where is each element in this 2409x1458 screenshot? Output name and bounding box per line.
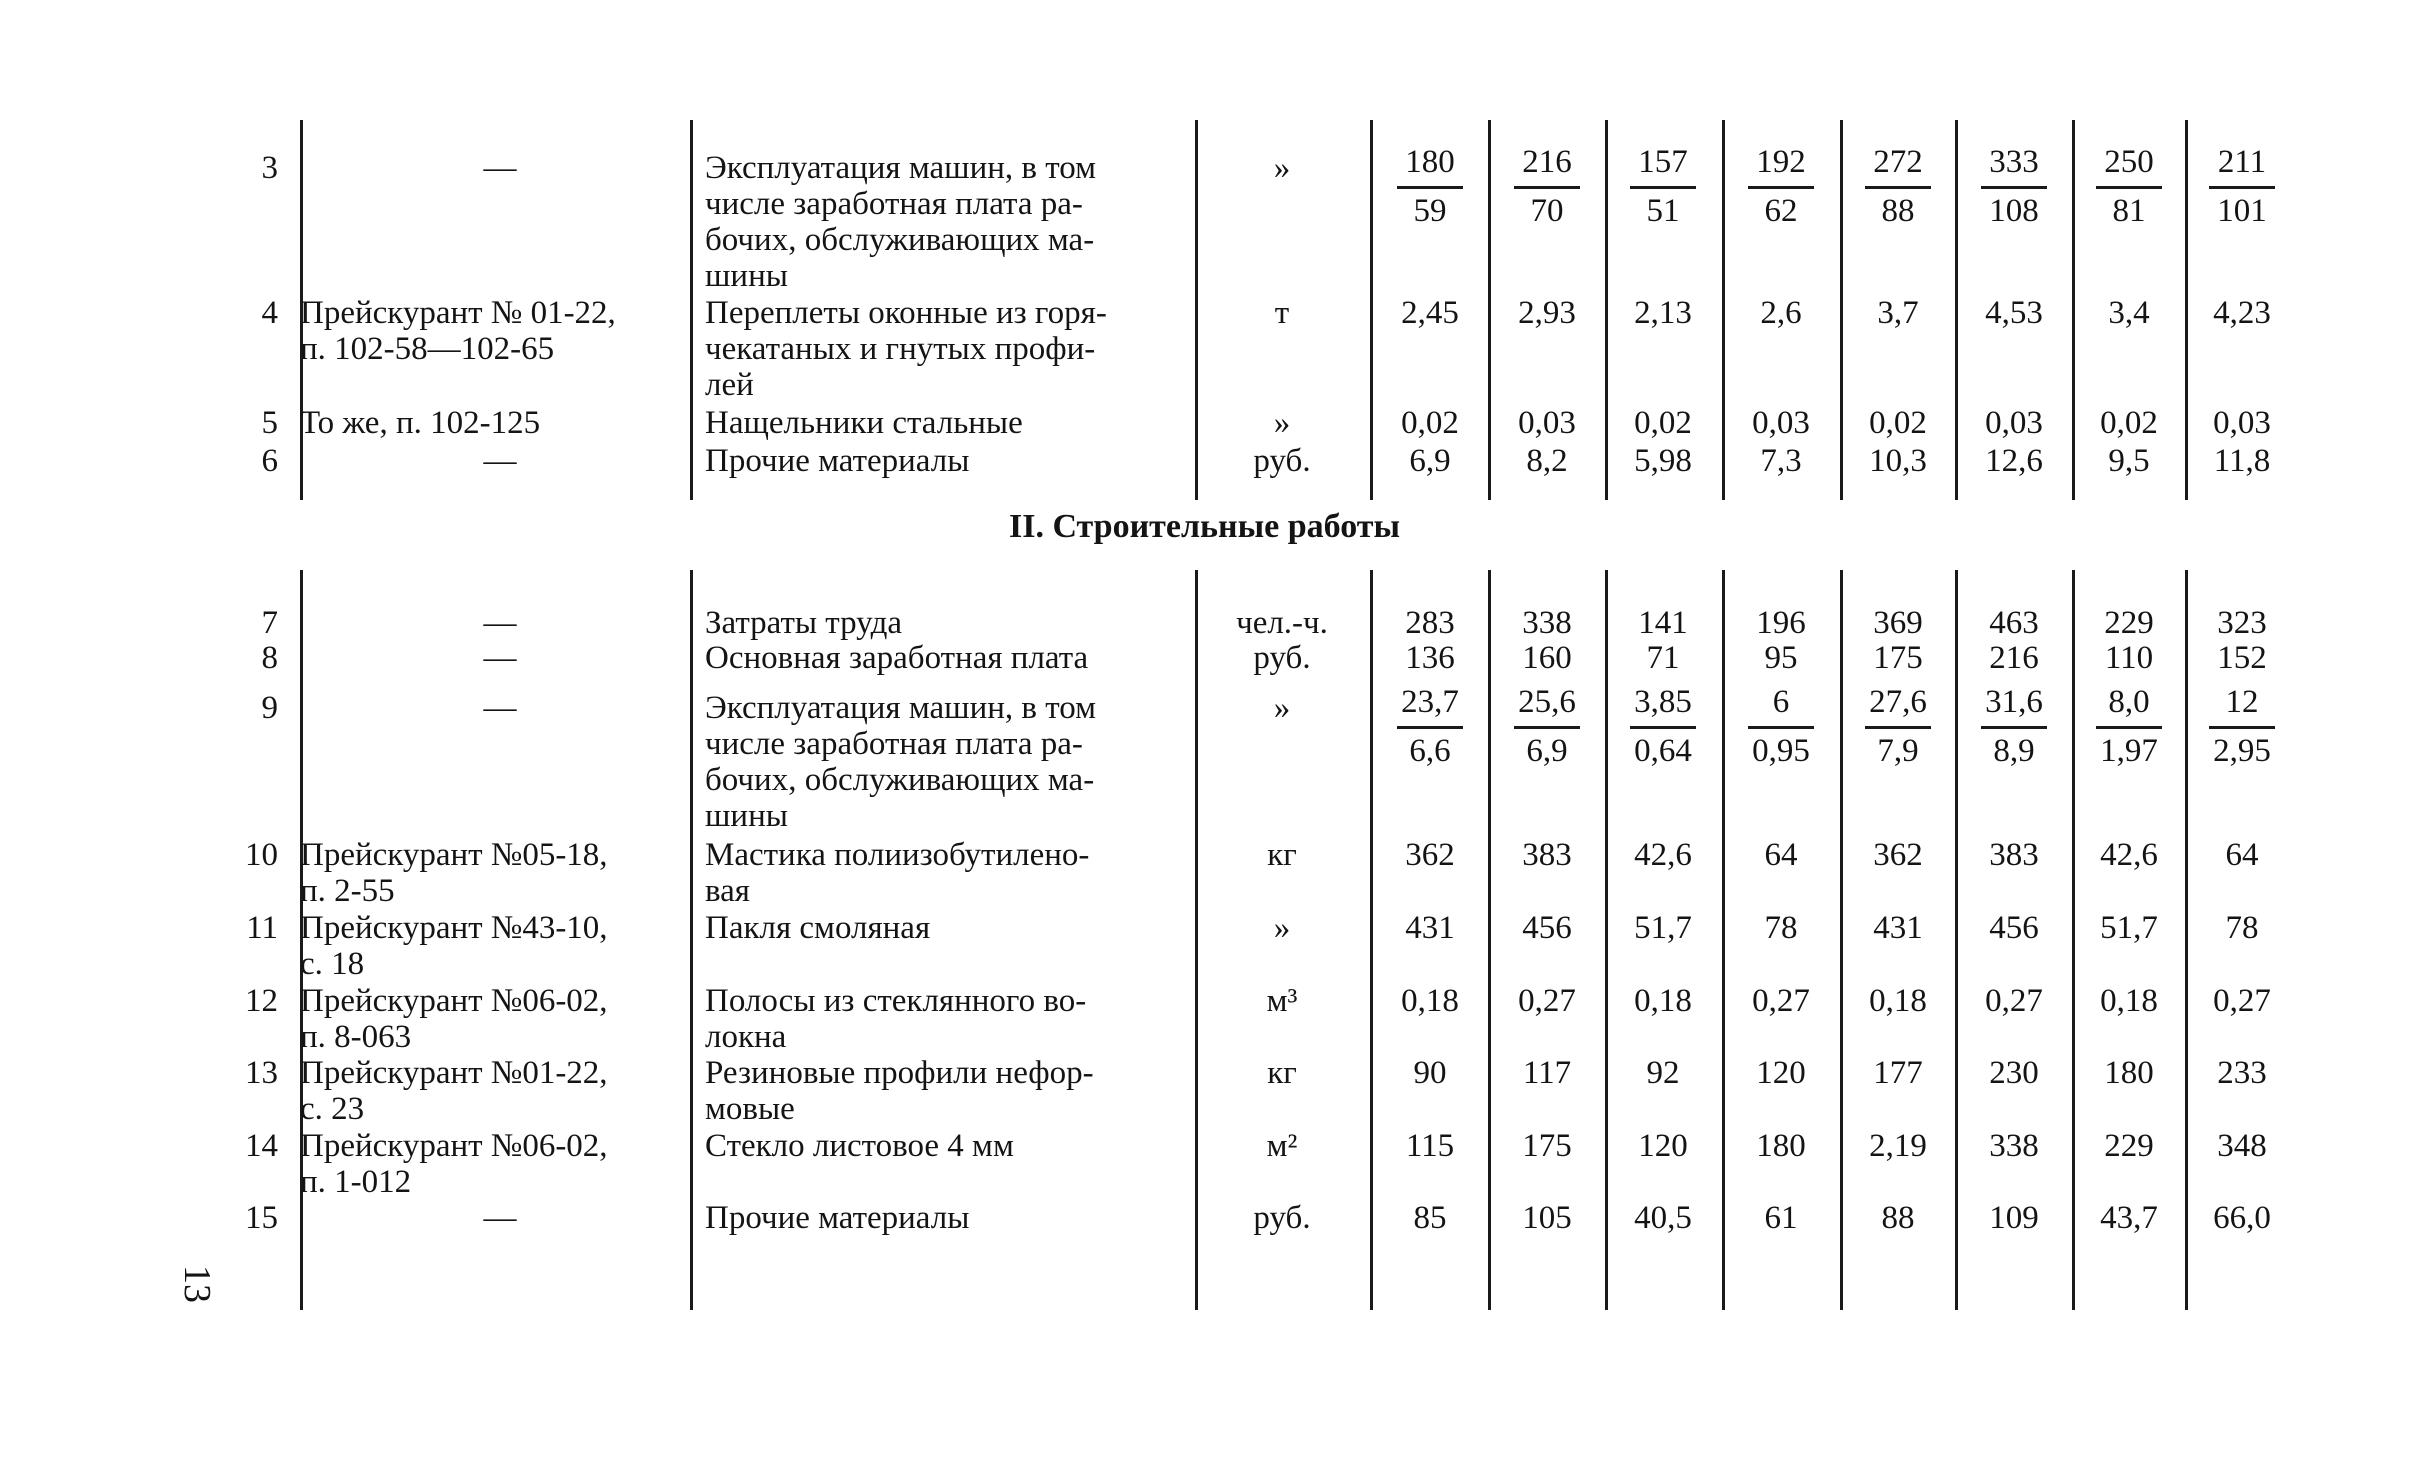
fraction-numerator: 216	[1514, 142, 1580, 189]
description-line: Эксплуатация машин, в том	[705, 690, 1096, 726]
value-cell: 177	[1873, 1055, 1923, 1091]
value-cell: 0,27	[1518, 983, 1576, 1019]
source-line: п. 102-58—102-65	[300, 331, 555, 367]
value-cell: 283	[1405, 605, 1455, 641]
source-dash: —	[483, 690, 517, 726]
item-description	[705, 405, 1185, 441]
value-cell: 230	[1989, 1055, 2039, 1091]
unit-of-measure: кг	[1267, 837, 1297, 873]
value-cell: 431	[1405, 910, 1455, 946]
fraction-value	[1502, 682, 1592, 773]
description-line: числе заработная плата ра-	[705, 726, 1083, 762]
value-cell: 115	[1405, 1128, 1455, 1164]
description-line: Прочие материалы	[705, 443, 970, 479]
bottom-column-rule	[1370, 570, 1373, 1310]
source-reference	[300, 983, 680, 1055]
fraction-value	[2084, 142, 2174, 233]
value-cell: 456	[1989, 910, 2039, 946]
fraction-denominator: 6,6	[1409, 733, 1451, 769]
bottom-column-rule	[1722, 570, 1725, 1310]
value-cell: 85	[1413, 1200, 1447, 1236]
row-number: 15	[245, 1200, 278, 1236]
value-cell: 51,7	[2100, 910, 2158, 946]
value-cell: 229	[2104, 1128, 2154, 1164]
value-cell: 40,5	[1634, 1200, 1692, 1236]
value-cell: 362	[1873, 837, 1923, 873]
item-description	[705, 1128, 1185, 1164]
value-cell: 136	[1405, 640, 1455, 676]
value-cell: 196	[1756, 605, 1806, 641]
fraction-numerator: 3,85	[1630, 682, 1696, 729]
value-cell: 61	[1764, 1200, 1798, 1236]
row-number: 9	[261, 690, 278, 726]
source-reference	[300, 405, 680, 441]
unit-of-measure: »	[1273, 690, 1291, 726]
value-cell: 66,0	[2213, 1200, 2271, 1236]
fraction-value	[2197, 142, 2287, 233]
item-description	[705, 690, 1185, 834]
value-cell: 0,02	[1401, 405, 1459, 441]
unit-of-measure: руб.	[1253, 1200, 1311, 1236]
value-cell: 3,7	[1877, 295, 1919, 331]
description-line: Переплеты оконные из горя-	[705, 295, 1107, 331]
item-description	[705, 443, 1185, 479]
bottom-column-rule	[2072, 570, 2075, 1310]
fraction-denominator: 7,9	[1877, 733, 1919, 769]
top-column-rule	[1605, 120, 1608, 500]
fraction-numerator: 180	[1397, 142, 1463, 189]
source-line: п. 8-063	[300, 1019, 412, 1055]
value-cell: 117	[1522, 1055, 1572, 1091]
value-cell: 338	[1989, 1128, 2039, 1164]
source-dash: —	[483, 150, 517, 186]
unit-of-measure: чел.-ч.	[1236, 605, 1328, 641]
source-dash: —	[483, 443, 517, 479]
fraction-denominator: 70	[1530, 193, 1564, 229]
value-cell: 92	[1646, 1055, 1680, 1091]
description-line: бочих, обслуживающих ма-	[705, 222, 1095, 258]
value-cell: 0,03	[1752, 405, 1810, 441]
value-cell: 120	[1638, 1128, 1688, 1164]
fraction-denominator: 101	[2217, 193, 2267, 229]
top-column-rule	[2072, 120, 2075, 500]
source-line: То же, п. 102-125	[300, 405, 541, 441]
description-line: шины	[705, 258, 788, 294]
fraction-denominator: 59	[1413, 193, 1447, 229]
source-line: п. 1-012	[300, 1164, 412, 1200]
value-cell: 0,02	[1869, 405, 1927, 441]
description-line: Полосы из стеклянного во-	[705, 983, 1087, 1019]
fraction-denominator: 108	[1989, 193, 2039, 229]
value-cell: 64	[1764, 837, 1798, 873]
fraction-denominator: 81	[2112, 193, 2146, 229]
bottom-column-rule	[1605, 570, 1608, 1310]
value-cell: 0,03	[2213, 405, 2271, 441]
value-cell: 369	[1873, 605, 1923, 641]
item-description	[705, 910, 1185, 946]
top-column-rule	[690, 120, 693, 500]
value-cell: 0,18	[2100, 983, 2158, 1019]
fraction-value	[1853, 682, 1943, 773]
value-cell: 0,27	[2213, 983, 2271, 1019]
item-description	[705, 150, 1185, 294]
unit-of-measure: м³	[1266, 983, 1298, 1019]
fraction-value	[1853, 142, 1943, 233]
row-number: 11	[246, 910, 278, 946]
section-title: II. Строительные работы	[1008, 508, 1401, 545]
fraction-value	[1385, 142, 1475, 233]
row-number: 13	[245, 1055, 278, 1091]
fraction-value	[2084, 682, 2174, 773]
value-cell: 0,18	[1869, 983, 1927, 1019]
value-cell: 105	[1522, 1200, 1572, 1236]
item-description	[705, 295, 1185, 403]
description-line: Затраты труда	[705, 605, 903, 641]
row-number: 4	[261, 295, 278, 331]
fraction-value	[1385, 682, 1475, 773]
fraction-numerator: 333	[1981, 142, 2047, 189]
value-cell: 229	[2104, 605, 2154, 641]
value-cell: 71	[1646, 640, 1680, 676]
value-cell: 160	[1522, 640, 1572, 676]
fraction-value	[2197, 682, 2287, 773]
value-cell: 463	[1989, 605, 2039, 641]
fraction-numerator: 272	[1865, 142, 1931, 189]
value-cell: 383	[1989, 837, 2039, 873]
value-cell: 175	[1873, 640, 1923, 676]
description-line: чекатаных и гнутых профи-	[705, 331, 1096, 367]
description-line: Стекло листовое 4 мм	[705, 1128, 1014, 1164]
fraction-value	[1736, 682, 1826, 773]
fraction-value	[1618, 682, 1708, 773]
top-column-rule	[1195, 120, 1198, 500]
source-reference	[300, 837, 680, 909]
description-line: Прочие материалы	[705, 1200, 970, 1236]
value-cell: 11,8	[2213, 443, 2271, 479]
row-number: 5	[261, 405, 278, 441]
item-description	[705, 837, 1185, 909]
row-number: 12	[245, 983, 278, 1019]
top-column-rule	[1840, 120, 1843, 500]
row-number: 6	[261, 443, 278, 479]
top-column-rule	[1488, 120, 1491, 500]
top-column-rule	[1722, 120, 1725, 500]
unit-of-measure: »	[1273, 150, 1291, 186]
fraction-numerator: 23,7	[1397, 682, 1463, 729]
fraction-denominator: 1,97	[2100, 733, 2158, 769]
value-cell: 8,2	[1526, 443, 1568, 479]
source-line: п. 2-55	[300, 873, 395, 909]
unit-of-measure: т	[1274, 295, 1290, 331]
source-dash: —	[483, 1200, 517, 1236]
fraction-numerator: 6	[1748, 682, 1814, 729]
fraction-numerator: 192	[1748, 142, 1814, 189]
item-description	[705, 983, 1185, 1055]
value-cell: 362	[1405, 837, 1455, 873]
value-cell: 109	[1989, 1200, 2039, 1236]
value-cell: 0,03	[1985, 405, 2043, 441]
unit-of-measure: »	[1273, 405, 1291, 441]
item-description	[705, 1200, 1185, 1236]
fraction-denominator: 62	[1764, 193, 1798, 229]
value-cell: 110	[2104, 640, 2154, 676]
fraction-numerator: 157	[1630, 142, 1696, 189]
value-cell: 0,18	[1401, 983, 1459, 1019]
value-cell: 64	[2225, 837, 2259, 873]
value-cell: 78	[1764, 910, 1798, 946]
source-reference	[300, 1128, 680, 1200]
value-cell: 152	[2217, 640, 2267, 676]
bottom-column-rule	[2185, 570, 2188, 1310]
fraction-value	[1618, 142, 1708, 233]
row-number: 8	[261, 640, 278, 676]
fraction-denominator: 0,95	[1752, 733, 1810, 769]
value-cell: 456	[1522, 910, 1572, 946]
value-cell: 348	[2217, 1128, 2267, 1164]
unit-of-measure: »	[1273, 910, 1291, 946]
source-line: Прейскурант № 01-22,	[300, 295, 616, 331]
value-cell: 2,45	[1401, 295, 1459, 331]
fraction-value	[1969, 142, 2059, 233]
row-number: 3	[261, 150, 278, 186]
row-number: 7	[261, 605, 278, 641]
source-reference	[300, 1055, 680, 1127]
description-line: шины	[705, 798, 788, 834]
source-line: Прейскурант №43-10,	[300, 910, 608, 946]
fraction-numerator: 250	[2096, 142, 2162, 189]
value-cell: 78	[2225, 910, 2259, 946]
value-cell: 216	[1989, 640, 2039, 676]
value-cell: 9,5	[2108, 443, 2150, 479]
description-line: мовые	[705, 1091, 795, 1127]
value-cell: 141	[1638, 605, 1688, 641]
item-description	[705, 1055, 1185, 1127]
source-reference	[300, 910, 680, 982]
value-cell: 88	[1881, 1200, 1915, 1236]
source-reference	[300, 295, 680, 367]
value-cell: 0,03	[1518, 405, 1576, 441]
row-number: 10	[245, 837, 278, 873]
fraction-denominator: 51	[1646, 193, 1680, 229]
fraction-numerator: 31,6	[1981, 682, 2047, 729]
value-cell: 0,27	[1985, 983, 2043, 1019]
fraction-value	[1502, 142, 1592, 233]
value-cell: 4,23	[2213, 295, 2271, 331]
fraction-numerator: 12	[2209, 682, 2275, 729]
top-column-rule	[1955, 120, 1958, 500]
source-line: Прейскурант №05-18,	[300, 837, 608, 873]
fraction-numerator: 8,0	[2096, 682, 2162, 729]
unit-of-measure: руб.	[1253, 640, 1311, 676]
top-column-rule	[1370, 120, 1373, 500]
description-line: Эксплуатация машин, в том	[705, 150, 1096, 186]
value-cell: 338	[1522, 605, 1572, 641]
value-cell: 12,6	[1985, 443, 2043, 479]
fraction-denominator: 2,95	[2213, 733, 2271, 769]
value-cell: 7,3	[1760, 443, 1802, 479]
value-cell: 0,18	[1634, 983, 1692, 1019]
value-cell: 5,98	[1634, 443, 1692, 479]
value-cell: 51,7	[1634, 910, 1692, 946]
description-line: Основная заработная плата	[705, 640, 1089, 676]
source-line: Прейскурант №06-02,	[300, 983, 608, 1019]
value-cell: 90	[1413, 1055, 1447, 1091]
value-cell: 120	[1756, 1055, 1806, 1091]
row-number: 14	[245, 1128, 278, 1164]
bottom-column-rule	[690, 570, 693, 1310]
value-cell: 2,13	[1634, 295, 1692, 331]
value-cell: 180	[1756, 1128, 1806, 1164]
description-line: бочих, обслуживающих ма-	[705, 762, 1095, 798]
fraction-value	[1969, 682, 2059, 773]
description-line: лей	[705, 367, 754, 403]
fraction-numerator: 211	[2209, 142, 2275, 189]
source-line: Прейскурант №01-22,	[300, 1055, 608, 1091]
value-cell: 0,02	[2100, 405, 2158, 441]
item-description	[705, 605, 1185, 641]
unit-of-measure: кг	[1267, 1055, 1297, 1091]
value-cell: 0,27	[1752, 983, 1810, 1019]
source-line: Прейскурант №06-02,	[300, 1128, 608, 1164]
value-cell: 42,6	[2100, 837, 2158, 873]
value-cell: 95	[1764, 640, 1798, 676]
description-line: Резиновые профили нефор-	[705, 1055, 1094, 1091]
fraction-numerator: 27,6	[1865, 682, 1931, 729]
bottom-column-rule	[1488, 570, 1491, 1310]
fraction-numerator: 25,6	[1514, 682, 1580, 729]
bottom-column-rule	[1955, 570, 1958, 1310]
value-cell: 323	[2217, 605, 2267, 641]
description-line: локна	[705, 1019, 787, 1055]
source-line: с. 18	[300, 946, 365, 982]
unit-of-measure: руб.	[1253, 443, 1311, 479]
fraction-denominator: 8,9	[1993, 733, 2035, 769]
description-line: Нащельники стальные	[705, 405, 1023, 441]
value-cell: 42,6	[1634, 837, 1692, 873]
fraction-value	[1736, 142, 1826, 233]
value-cell: 383	[1522, 837, 1572, 873]
fraction-denominator: 88	[1881, 193, 1915, 229]
value-cell: 2,6	[1760, 295, 1802, 331]
source-dash: —	[483, 605, 517, 641]
page-number: 13	[176, 1265, 218, 1303]
value-cell: 2,19	[1869, 1128, 1927, 1164]
description-line: числе заработная плата ра-	[705, 186, 1083, 222]
item-description	[705, 640, 1185, 676]
value-cell: 233	[2217, 1055, 2267, 1091]
value-cell: 2,93	[1518, 295, 1576, 331]
value-cell: 175	[1522, 1128, 1572, 1164]
value-cell: 6,9	[1409, 443, 1451, 479]
value-cell: 180	[2104, 1055, 2154, 1091]
value-cell: 0,02	[1634, 405, 1692, 441]
description-line: Пакля смоляная	[705, 910, 931, 946]
description-line: Мастика полиизобутилено-	[705, 837, 1090, 873]
source-dash: —	[483, 640, 517, 676]
value-cell: 43,7	[2100, 1200, 2158, 1236]
bottom-column-rule	[1840, 570, 1843, 1310]
fraction-denominator: 0,64	[1634, 733, 1692, 769]
description-line: вая	[705, 873, 750, 909]
value-cell: 431	[1873, 910, 1923, 946]
unit-of-measure: м²	[1266, 1128, 1298, 1164]
fraction-denominator: 6,9	[1526, 733, 1568, 769]
value-cell: 10,3	[1869, 443, 1927, 479]
source-line: с. 23	[300, 1091, 365, 1127]
bottom-column-rule	[1195, 570, 1198, 1310]
value-cell: 4,53	[1985, 295, 2043, 331]
top-column-rule	[2185, 120, 2188, 500]
value-cell: 3,4	[2108, 295, 2150, 331]
